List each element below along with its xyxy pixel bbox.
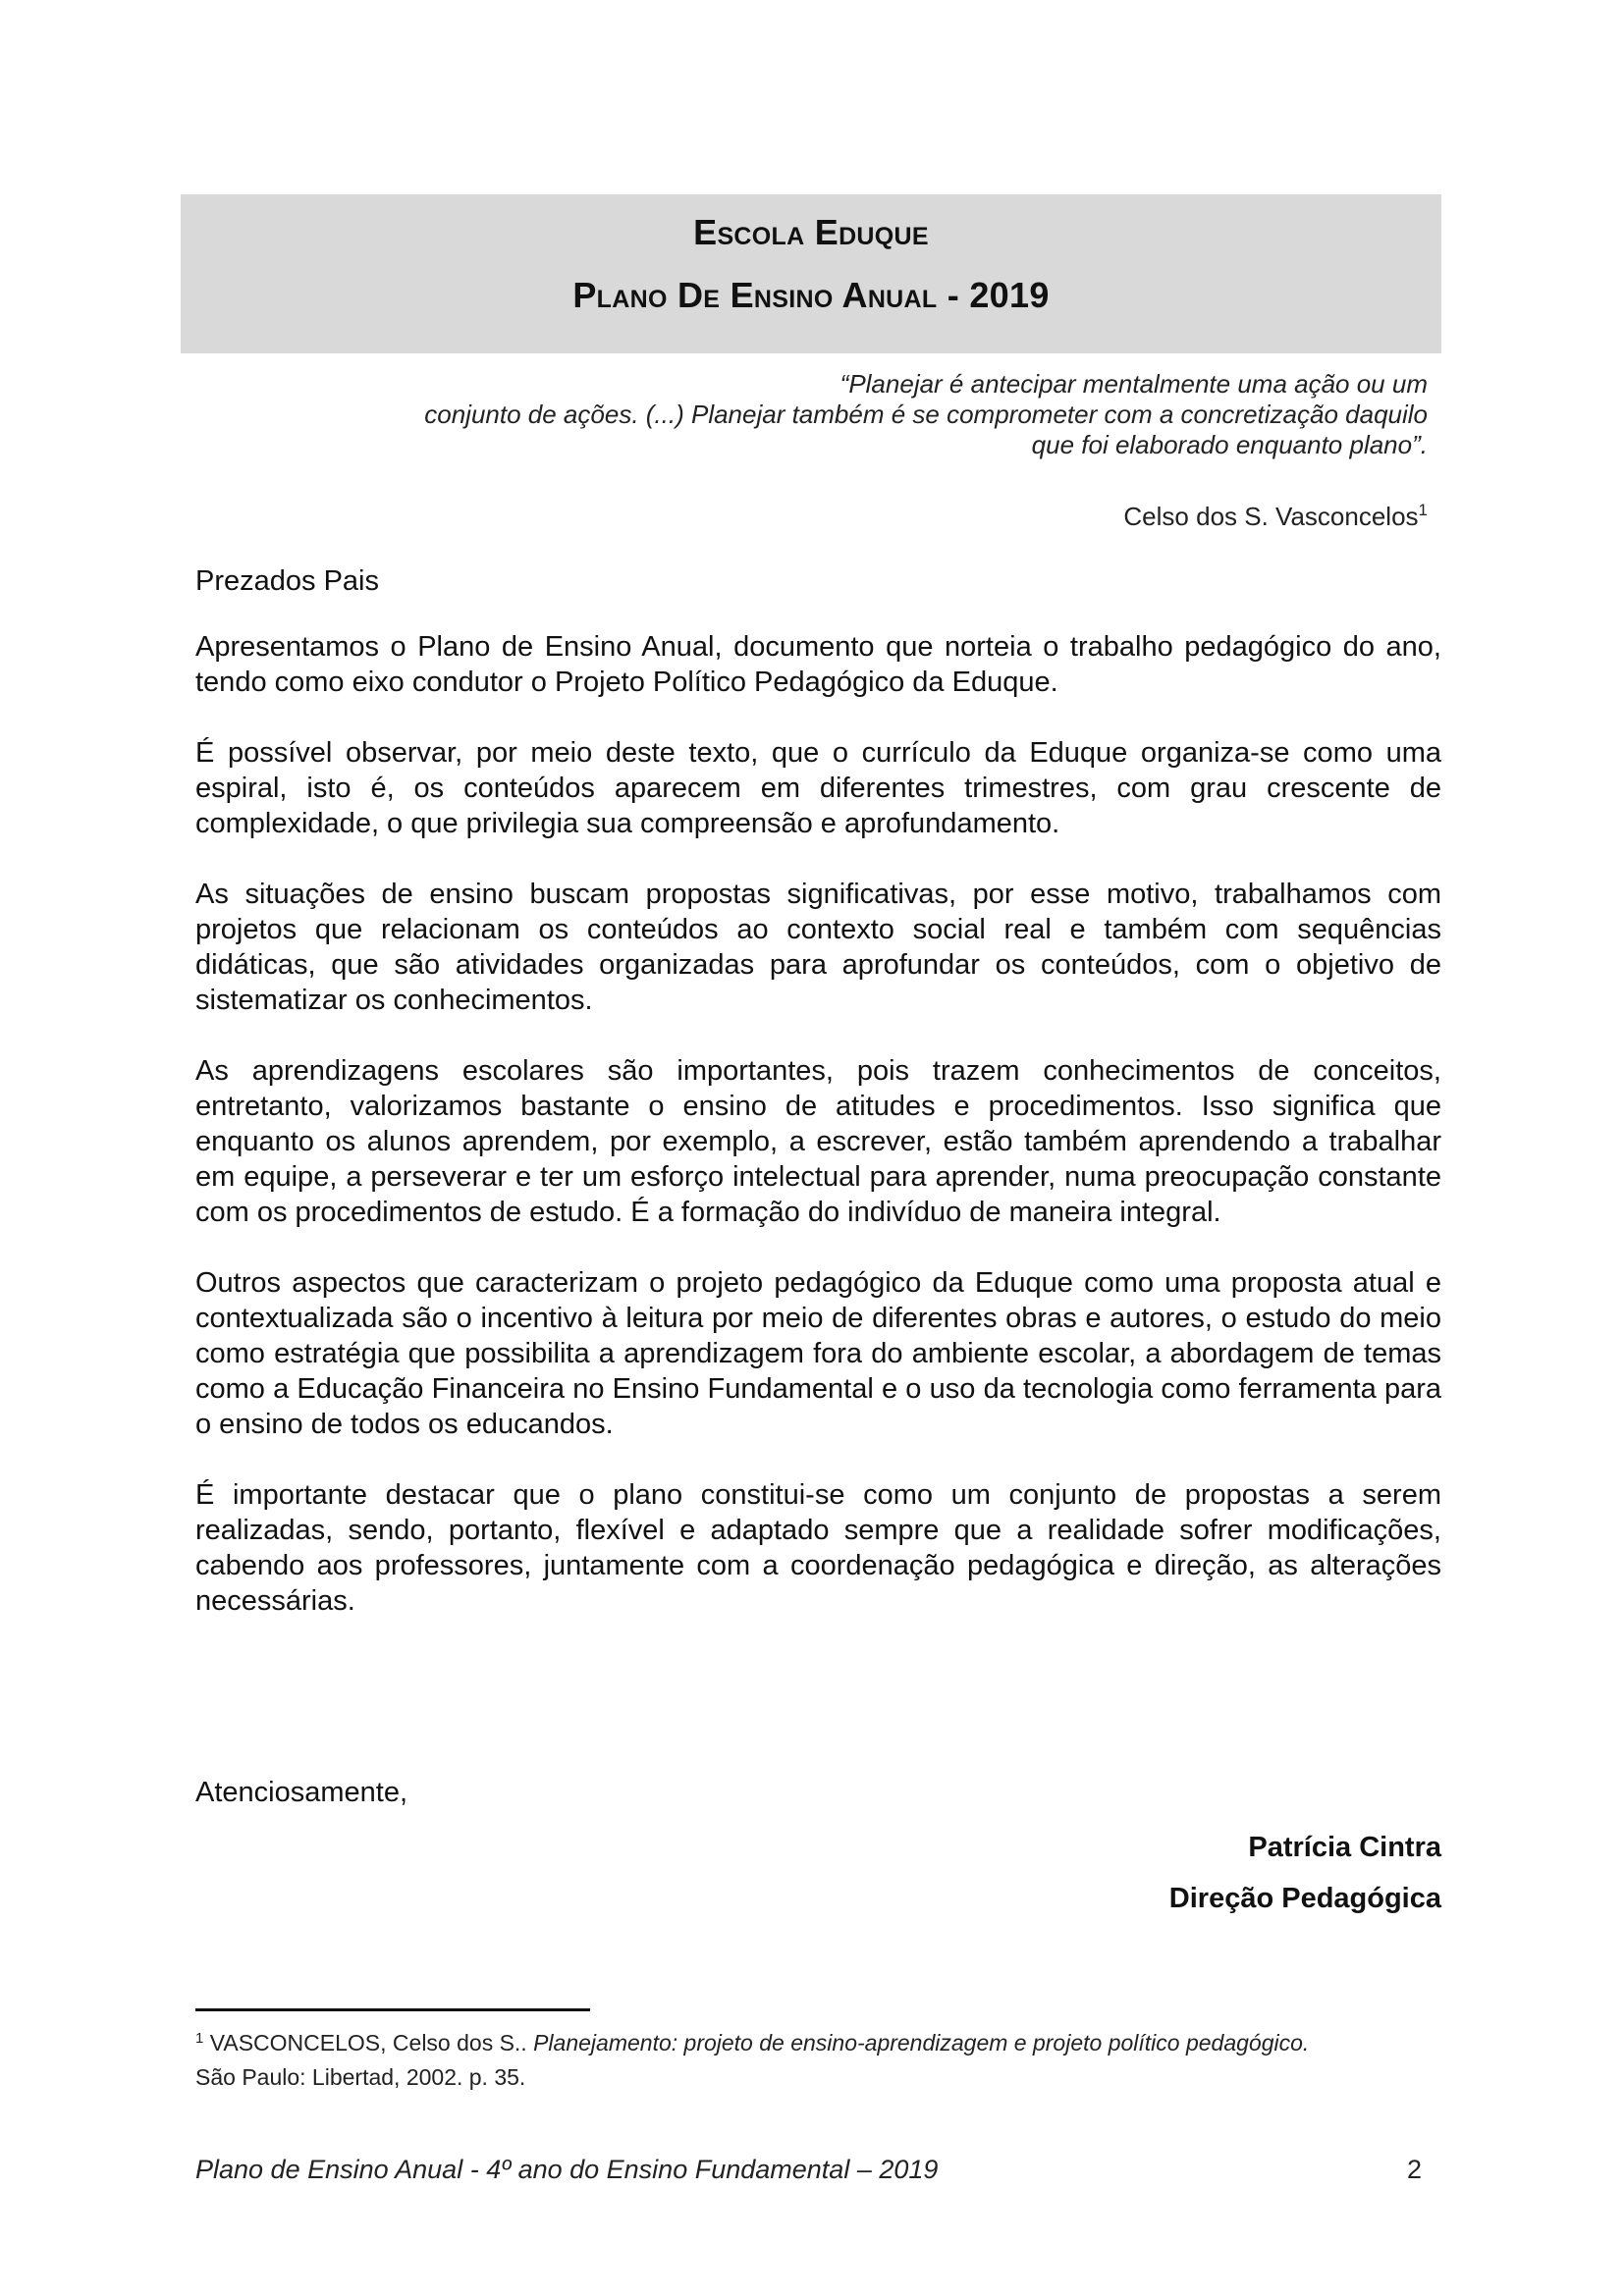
plan-title: Plano De Ensino Anual - 2019 (572, 275, 1050, 315)
body-paragraph: É possível observar, por meio deste texto, que o currículo da Eduque organiza-se como uma espiral, isto é, os conteúdos aparecem em diferentes trimestres, com grau crescente de complexidade, o que privilegia sua compreensão e aprofundamento. (195, 737, 1441, 839)
epigraph-line: conjunto de ações. (...) Planejar também é se comprometer com a concretização daquilo (424, 400, 1428, 429)
body-paragraph: As aprendizagens escolares são importantes, pois trazem conhecimentos de conceitos, entretanto, valorizamos bastante o ensino de atitudes e procedimentos. Isso significa que enquanto os alunos aprendem, por exemplo, a escrever, estão também aprendendo a trabalhar em equipe, a perseverar e ter um esforço intelectual para aprender, numa preocupação constante com os procedimentos de estudo. É a formação do indivíduo de maneira integral. (195, 1055, 1441, 1228)
body-paragraph: Apresentamos o Plano de Ensino Anual, documento que norteia o trabalho pedagógico do ano, tendo como eixo condutor o Projeto Político Pedagógico da Eduque. (195, 631, 1441, 698)
closing: Atenciosamente, (195, 1777, 408, 1808)
footnote-marker: 1 (195, 2030, 204, 2047)
epigraph-line: “Planejar é antecipar mentalmente uma ação ou um (839, 369, 1428, 399)
footnote-author: VASCONCELOS, Celso dos S.. (203, 2030, 534, 2056)
epigraph-line: que foi elaborado enquanto plano”. (1031, 430, 1428, 459)
footnote-publication: São Paulo: Libertad, 2002. p. 35. (195, 2064, 526, 2090)
body-paragraph: As situações de ensino buscam propostas significativas, por esse motivo, trabalhamos com projetos que relacionam os conteúdos ao contexto social real e também com sequências didáticas, que são atividades organizadas para aprofundar os conteúdos, com o objetivo de sistematizar os conhecimentos. (195, 879, 1441, 1016)
footnote-divider (195, 2008, 590, 2011)
epigraph-author (295, 501, 1428, 532)
signature-block (884, 1822, 1441, 1924)
body-paragraph: Outros aspectos que caracterizam o projeto pedagógico da Eduque como uma proposta atual e contextualizada são o incentivo à leitura por meio de diferentes obras e autores, o estudo do meio como estratégia que possibilita a aprendizagem fora do ambiente escolar, a abordagem de temas como a Educação Financeira no Ensino Fundamental e o uso da tecnologia como ferramenta para o ensino de todos os educandos. (195, 1267, 1441, 1440)
signature-role: Direção Pedagógica (1168, 1883, 1441, 1914)
footnote-reference[interactable]: 1 (1418, 501, 1428, 519)
footnote-title: Planejamento: projeto de ensino-aprendizagem e projeto político pedagógico. (533, 2030, 1310, 2056)
footnote (195, 2026, 1441, 2095)
body-paragraph: É importante destacar que o plano constitui-se como um conjunto de propostas a serem realizadas, sendo, portanto, flexível e adaptado sempre que a realidade sofrer modificações, cabendo aos professores, juntamente com a coordenação pedagógica e direção, as alterações necessárias. (195, 1479, 1441, 1617)
letter-body (195, 629, 1441, 1654)
greeting: Prezados Pais (195, 565, 379, 597)
header-box (181, 194, 1441, 353)
school-name: Escola Eduque (693, 212, 929, 252)
signature-name: Patrícia Cintra (1248, 1832, 1441, 1863)
epigraph-author-name: Celso dos S. Vasconcelos (1123, 502, 1419, 531)
page-number: 2 (1406, 2155, 1422, 2184)
page-footer-title: Plano de Ensino Anual - 4º ano do Ensino Fundamental – 2019 (195, 2155, 939, 2184)
epigraph-quote (295, 369, 1428, 460)
